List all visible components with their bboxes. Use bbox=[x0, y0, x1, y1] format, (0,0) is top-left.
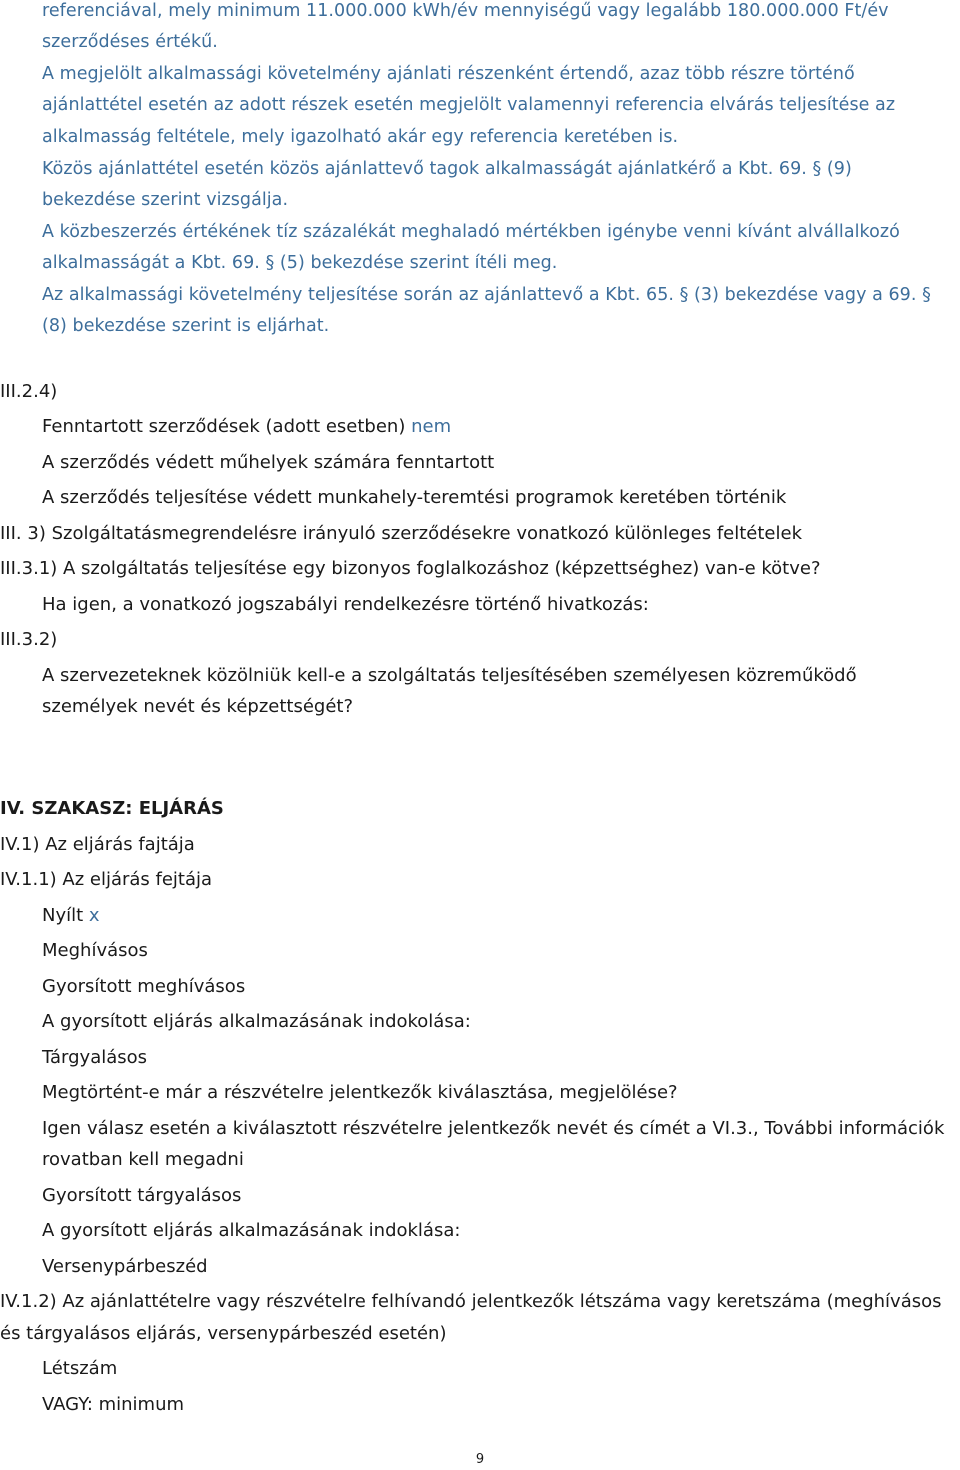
reference-line-1: referenciával, mely minimum 11.000.000 kWh/év mennyiségű vagy legalább 180.000.000 Ft/év bbox=[42, 1, 889, 21]
reserved-contracts-row bbox=[42, 411, 451, 443]
reference-line-11: (8) bekezdése szerint is eljárhat. bbox=[42, 316, 330, 336]
option-accelerated-negotiated: Gyorsított tárgyalásos bbox=[42, 1185, 242, 1206]
accelerated-justification-label: A gyorsított eljárás alkalmazásának indokolása: bbox=[42, 1011, 471, 1032]
heading-IV-1-1: IV.1.1) Az eljárás fejtája bbox=[0, 869, 213, 890]
option-open-selected-mark: x bbox=[88, 905, 100, 926]
candidates-instruction-line-1: Igen válasz esetén a kiválasztott részvételre jelentkezők nevét és címét a VI.3., További információk bbox=[42, 1118, 945, 1139]
sheltered-employment-text: A szerződés teljesítése védett munkahely-teremtési programok keretében történik bbox=[42, 487, 787, 508]
question-III-3-1-followup: Ha igen, a vonatkozó jogszabályi rendelkezésre történő hivatkozás: bbox=[42, 594, 649, 615]
section-number-III-2-4: III.2.4) bbox=[0, 381, 58, 402]
accelerated-negotiated-justification-label: A gyorsított eljárás alkalmazásának indoklása: bbox=[42, 1220, 461, 1241]
reserved-contracts-label: Fenntartott szerződések (adott esetben) bbox=[42, 416, 406, 437]
heading-IV-1-2-line-2: és tárgyalásos eljárás, versenypárbeszéd esetén) bbox=[0, 1323, 447, 1344]
option-restricted: Meghívásos bbox=[42, 940, 148, 961]
candidates-selected-question: Megtörtént-e már a részvételre jelentkezők kiválasztása, megjelölése? bbox=[42, 1082, 678, 1103]
headcount-label: Létszám bbox=[42, 1358, 118, 1379]
section-title-III-3: III. 3) Szolgáltatásmegrendelésre irányuló szerződésekre vonatkozó különleges feltételek bbox=[0, 523, 803, 544]
reference-line-4: ajánlattétel esetén az adott részek esetén megjelölt valamennyi referencia elvárás teljesítése az bbox=[42, 95, 896, 115]
option-negotiated: Tárgyalásos bbox=[42, 1047, 148, 1068]
page-number: 9 bbox=[475, 1452, 485, 1467]
question-III-3-2-line-1: A szervezeteknek közölniük kell-e a szolgáltatás teljesítésében személyesen közreműködő bbox=[42, 665, 857, 686]
option-open-label: Nyílt bbox=[42, 905, 84, 926]
option-competitive-dialogue: Versenypárbeszéd bbox=[42, 1256, 208, 1277]
section-title-IV: IV. SZAKASZ: ELJÁRÁS bbox=[0, 798, 224, 819]
reference-line-5: alkalmasság feltétele, mely igazolható akár egy referencia keretében is. bbox=[42, 127, 679, 147]
question-III-3-1: III.3.1) A szolgáltatás teljesítése egy bizonyos foglalkozáshoz (képzettséghez) van-e kötve? bbox=[0, 558, 821, 579]
reference-line-6: Közös ajánlattétel esetén közös ajánlattevő tagok alkalmasságát ajánlatkérő a Kbt. 69. § (9) bbox=[42, 159, 852, 179]
reference-line-9: alkalmasságát a Kbt. 69. § (5) bekezdése szerint ítéli meg. bbox=[42, 253, 558, 273]
sheltered-workshops-text: A szerződés védett műhelyek számára fenntartott bbox=[42, 452, 495, 473]
reserved-contracts-value: nem bbox=[411, 416, 452, 437]
candidates-instruction-line-2: rovatban kell megadni bbox=[42, 1149, 244, 1170]
reference-line-7: bekezdése szerint vizsgálja. bbox=[42, 190, 289, 210]
reference-line-8: A közbeszerzés értékének tíz százalékát meghaladó mértékben igénybe venni kívánt alvállalkozó bbox=[42, 222, 900, 242]
question-III-3-2-line-2: személyek nevét és képzettségét? bbox=[42, 696, 354, 717]
reference-line-2: szerződéses értékű. bbox=[42, 32, 218, 52]
option-open bbox=[42, 900, 100, 932]
reference-line-10: Az alkalmassági követelmény teljesítése során az ajánlattevő a Kbt. 65. § (3) bekezdése vagy a 69. § bbox=[42, 285, 931, 305]
or-minimum-label: VAGY: minimum bbox=[42, 1394, 185, 1415]
reference-line-3: A megjelölt alkalmassági követelmény ajánlati részenként értendő, azaz több részre történő bbox=[42, 64, 855, 84]
section-number-III-3-2: III.3.2) bbox=[0, 629, 58, 650]
heading-IV-1: IV.1) Az eljárás fajtája bbox=[0, 834, 195, 855]
option-accelerated-restricted: Gyorsított meghívásos bbox=[42, 976, 246, 997]
heading-IV-1-2-line-1: IV.1.2) Az ajánlattételre vagy részvételre felhívandó jelentkezők létszáma vagy keretszáma (meghívásos bbox=[0, 1291, 942, 1312]
